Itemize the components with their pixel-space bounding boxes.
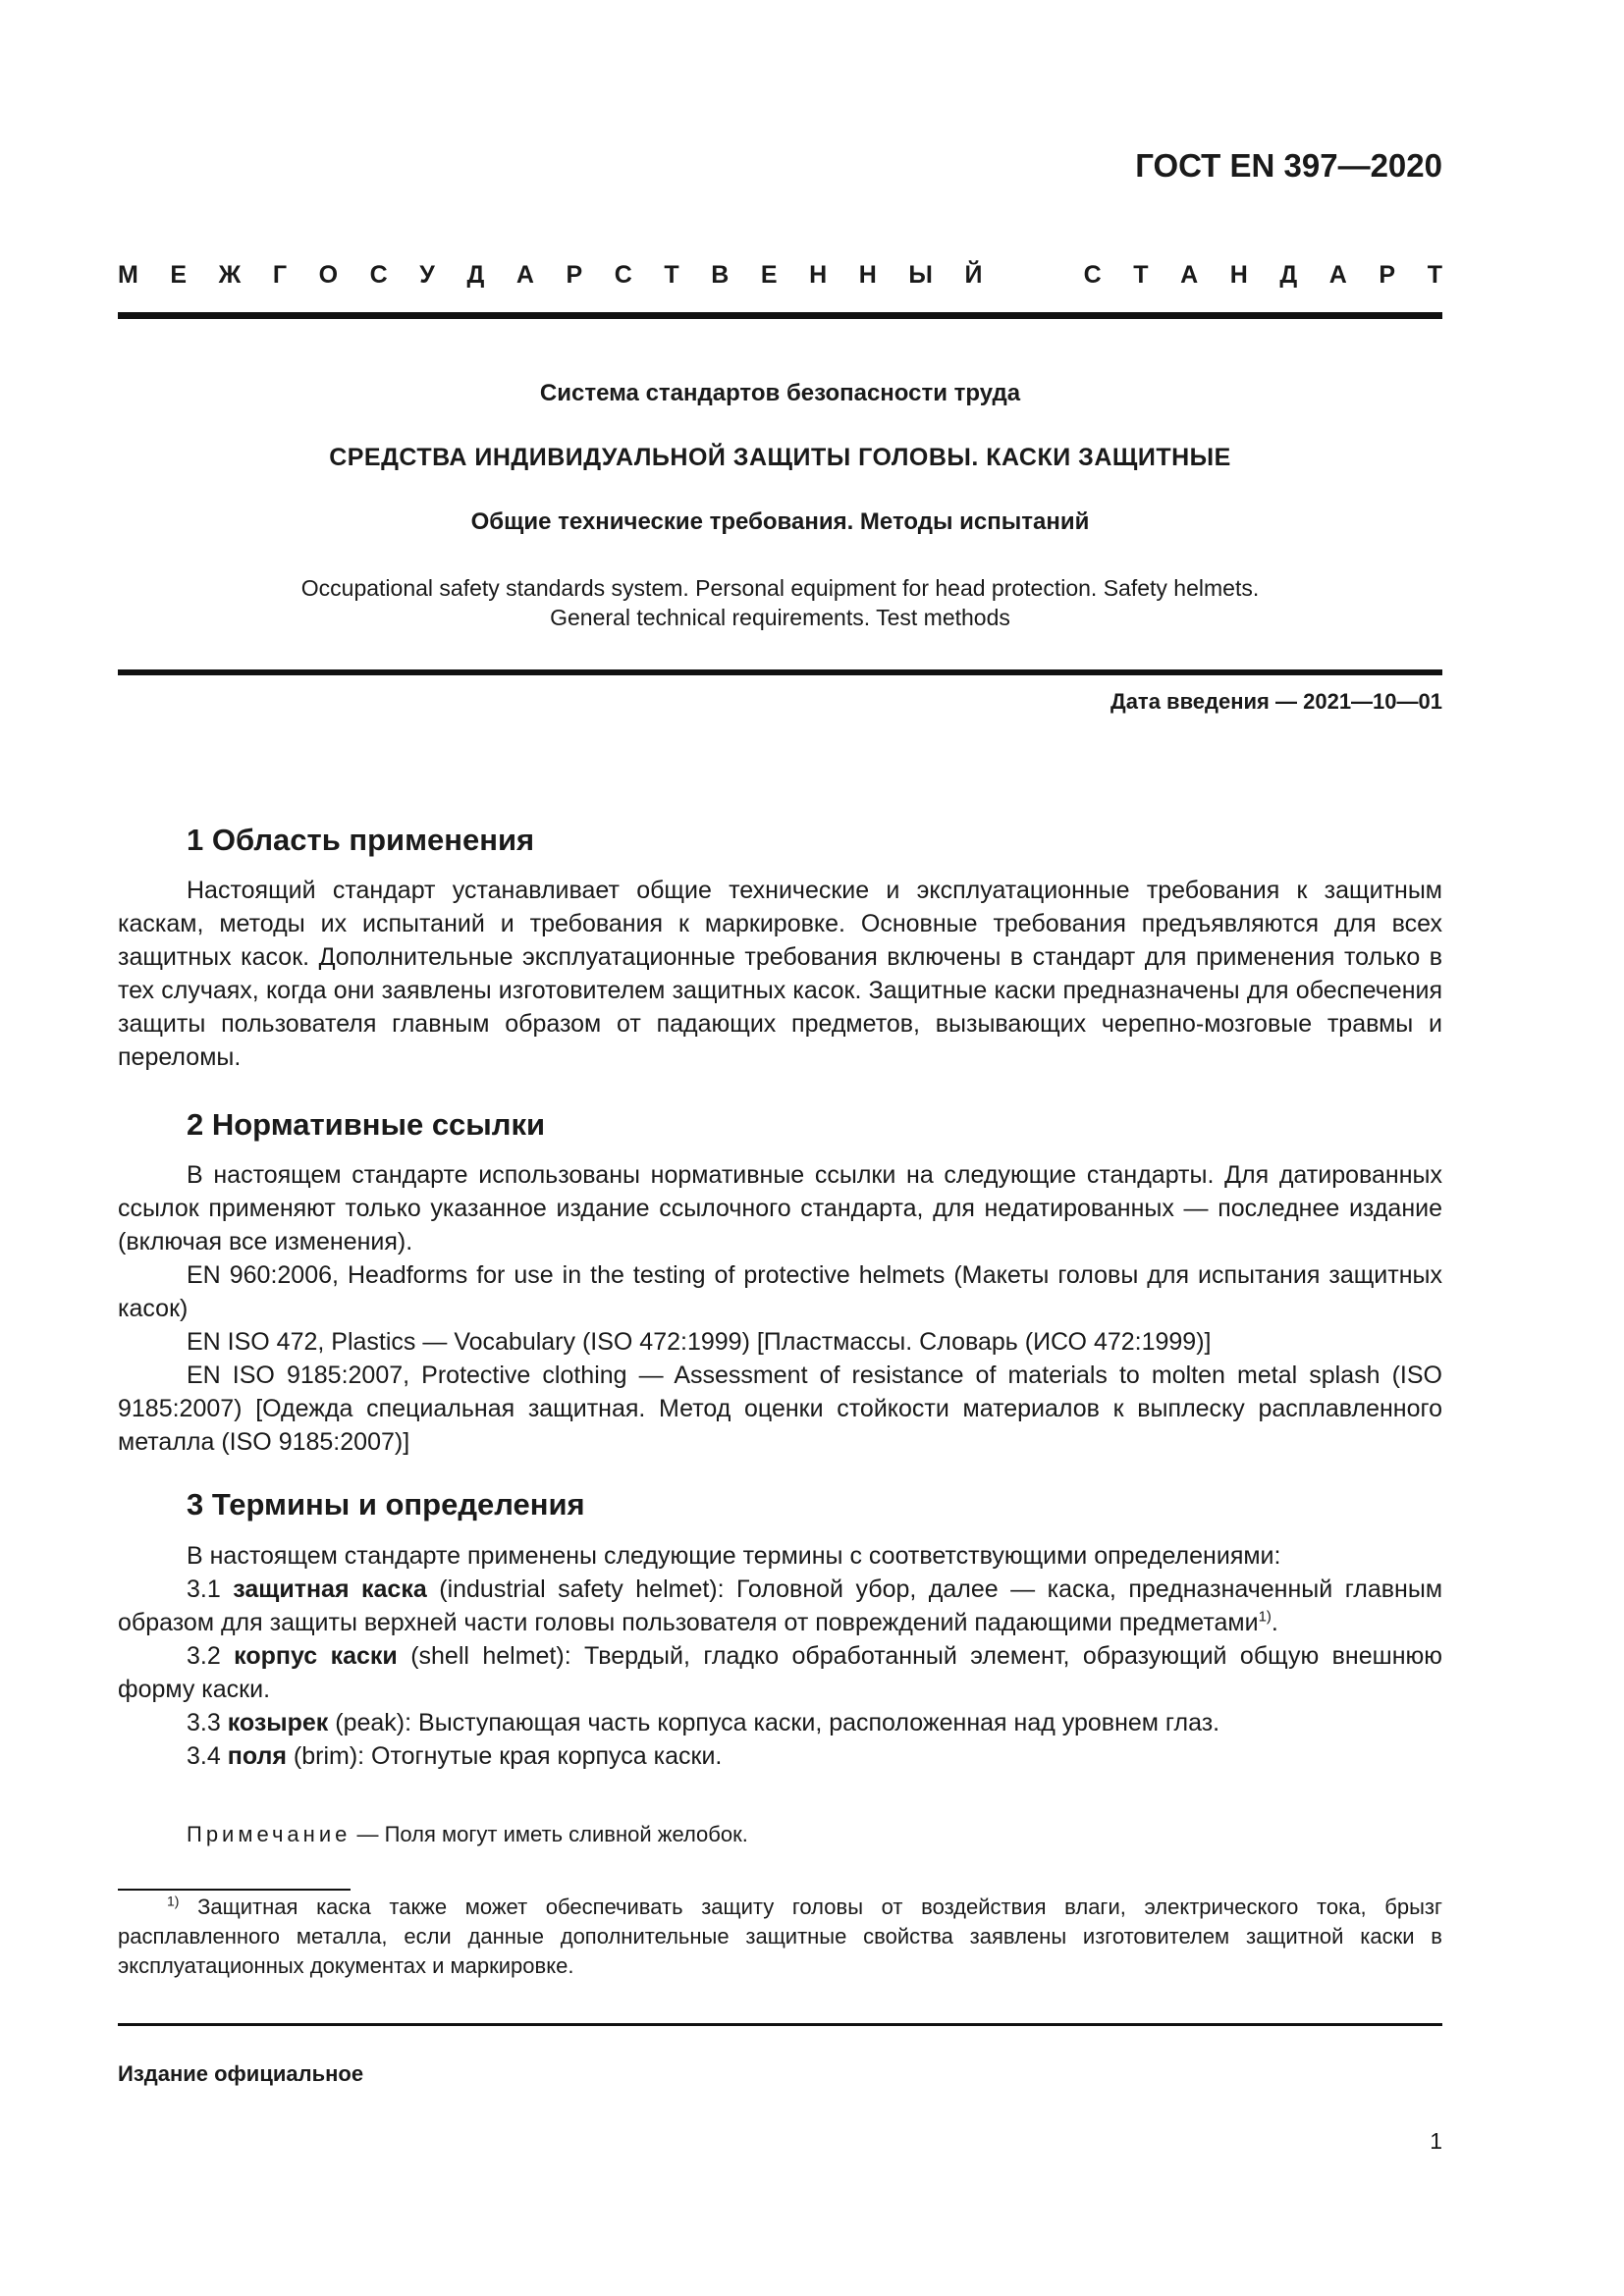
footnote-text: Защитная каска также может обеспечивать защиту головы от воздействия влаги, электрического тока, брызг расплавленного металла, если данные дополнительные защитные свойства заявлены изготовителем защитной каски в эксплуатационных документах и маркировке.	[118, 1895, 1442, 1978]
term-name: корпус каски	[234, 1642, 398, 1670]
term-definition: (industrial safety helmet): Головной убор, далее — каска, предназначенный главным образом для защиты верхней части головы пользователя от повреждений падающими предметами	[118, 1575, 1443, 1636]
term-definition: (shell helmet): Твердый, гладко обработанный элемент, образующий общую внешнюю форму каски.	[118, 1642, 1442, 1703]
section-1-paragraph: Настоящий стандарт устанавливает общие технические и эксплуатационные требования к защитным каскам, методы их испытаний и требования к маркировке. Основные требования предъявляются для всех защитных касок. Дополнительные эксплуатационные требования включены в стандарт для применения только в тех случаях, когда они заявлены изготовителем защитных касок. Защитные каски предназначены для обеспечения защиты пользователя главным образом от падающих предметов, вызывающих черепно-мозговые травмы и переломы.	[118, 877, 1442, 1071]
note-label: Примечание	[187, 1822, 352, 1846]
type-letter: Е	[170, 261, 188, 289]
type-letter: А	[1180, 261, 1199, 289]
type-letter: Н	[1229, 261, 1248, 289]
term-number: 3.3	[187, 1709, 221, 1736]
type-letter: С	[614, 261, 632, 289]
term-item	[118, 1639, 1442, 1706]
type-letter: У	[419, 261, 435, 289]
english-title-line-2: General technical requirements. Test methods	[550, 605, 1010, 630]
type-letter: Т	[1427, 261, 1442, 289]
type-letter: М	[118, 261, 138, 289]
term-name: козырек	[227, 1709, 329, 1736]
type-letter: Ы	[908, 261, 933, 289]
edition-label: Издание официальное	[118, 2061, 364, 2086]
top-rule	[118, 312, 1442, 319]
term-number: 3.1	[187, 1575, 221, 1603]
term-number: 3.2	[187, 1642, 221, 1670]
main-title: СРЕДСТВА ИНДИВИДУАЛЬНОЙ ЗАЩИТЫ ГОЛОВЫ. КАСКИ ЗАЩИТНЫЕ	[329, 444, 1231, 471]
term-item	[118, 1573, 1442, 1639]
term-name: поля	[227, 1742, 287, 1770]
section-3-heading: 3 Термины и определения	[187, 1487, 585, 1522]
type-letter: Н	[809, 261, 828, 289]
section-1-heading: 1 Область применения	[187, 823, 535, 857]
title-rule	[118, 669, 1442, 675]
term-number: 3.4	[187, 1742, 221, 1770]
section-2-intro: В настоящем стандарте использованы нормативные ссылки на следующие стандарты. Для датированных ссылок применяют только указанное издание ссылочного стандарта, для недатированных — последнее издание (включая все изменения).	[118, 1161, 1442, 1255]
type-letter: Г	[272, 261, 288, 289]
introduction-date: Дата введения — 2021—10—01	[1110, 689, 1442, 714]
standard-type-spaced	[118, 261, 1442, 290]
term-definition: (brim): Отогнутые края корпуса каски.	[293, 1742, 723, 1770]
term-name: защитная каска	[233, 1575, 427, 1603]
type-letter: Е	[760, 261, 778, 289]
type-letter: Т	[664, 261, 679, 289]
section-2-heading: 2 Нормативные ссылки	[187, 1107, 546, 1142]
term-end: .	[1271, 1609, 1278, 1636]
type-letter: Н	[858, 261, 877, 289]
footnote-mark: 1)	[167, 1893, 180, 1909]
footnote-rule	[118, 1889, 351, 1891]
type-letter: С	[1083, 261, 1102, 289]
term-item	[118, 1739, 1442, 1773]
type-letter: А	[1328, 261, 1347, 289]
footnote	[118, 1893, 1442, 1981]
section-3-intro: В настоящем стандарте применены следующие термины с соответствующими определениями:	[187, 1542, 1281, 1570]
reference-item: EN 960:2006, Headforms for use in the testing of protective helmets (Макеты головы для испытания защитных касок)	[118, 1261, 1442, 1322]
type-letter: О	[318, 261, 339, 289]
type-letter: В	[711, 261, 730, 289]
type-letter: Р	[1379, 261, 1396, 289]
type-letter: Й	[964, 261, 983, 289]
type-letter: Ж	[218, 261, 242, 289]
type-letter: Т	[1133, 261, 1149, 289]
term-definition: (peak): Выступающая часть корпуса каски, расположенная над уровнем глаз.	[335, 1709, 1220, 1736]
footnote-ref: 1)	[1258, 1608, 1272, 1626]
note	[187, 1822, 748, 1847]
type-letter: Р	[566, 261, 583, 289]
page-number: 1	[1430, 2128, 1442, 2154]
sub-title: Общие технические требования. Методы испытаний	[470, 508, 1090, 535]
footer-rule	[118, 2023, 1442, 2026]
reference-item: EN ISO 9185:2007, Protective clothing — Assessment of resistance of materials to molten metal splash (ISO 9185:2007) [Одежда специальная защитная. Метод оценки стойкости материалов к выплеску расплавленного металла (ISO 9185:2007)]	[118, 1362, 1442, 1456]
type-letter: С	[369, 261, 388, 289]
letter-gap	[1014, 261, 1052, 290]
note-text: — Поля могут иметь сливной желобок.	[356, 1822, 748, 1846]
section-1-body	[118, 874, 1442, 1074]
section-2-body	[118, 1158, 1442, 1459]
section-3-body	[118, 1539, 1442, 1773]
document-code: ГОСТ EN 397—2020	[1135, 147, 1442, 184]
type-letter: Д	[466, 261, 485, 289]
type-letter: Д	[1279, 261, 1298, 289]
system-title: Система стандартов безопасности труда	[539, 380, 1021, 406]
term-item	[118, 1706, 1442, 1739]
type-letter: А	[515, 261, 534, 289]
reference-item: EN ISO 472, Plastics — Vocabulary (ISO 472:1999) [Пластмассы. Словарь (ИСО 472:1999)]	[187, 1328, 1212, 1356]
english-title-line-1: Occupational safety standards system. Personal equipment for head protection. Safety helmets.	[300, 575, 1260, 601]
